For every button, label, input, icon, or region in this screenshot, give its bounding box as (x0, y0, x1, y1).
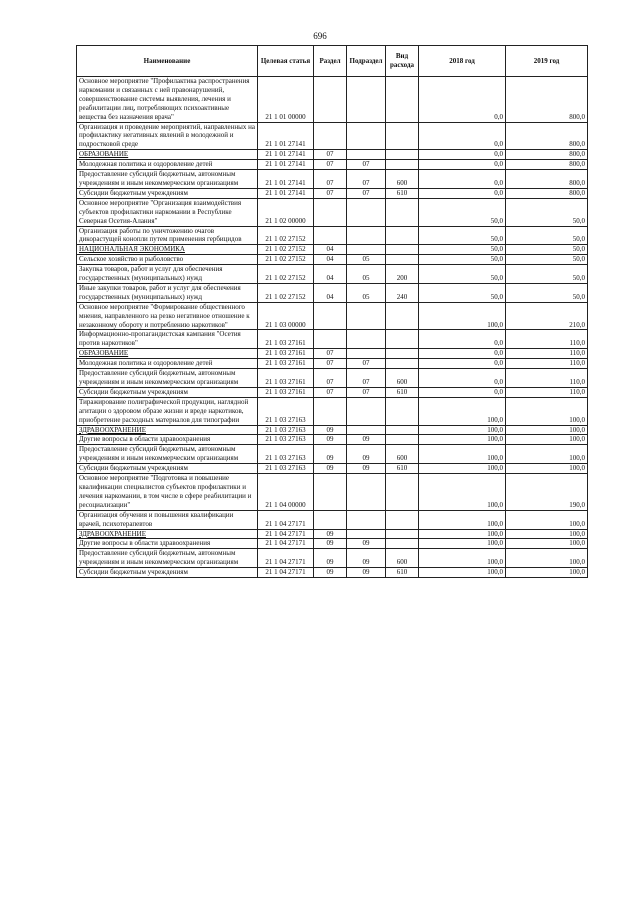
cell-section: 09 (314, 549, 347, 568)
table-row (77, 349, 588, 359)
table-row (77, 330, 588, 349)
cell-2019: 110,0 (506, 349, 588, 359)
table-row (77, 539, 588, 549)
cell-2018: 0,0 (419, 77, 506, 123)
cell-2018: 100,0 (419, 425, 506, 435)
budget-table (76, 45, 588, 578)
cell-2019: 50,0 (506, 255, 588, 265)
cell-expense-type: 610 (386, 464, 419, 474)
cell-section: 04 (314, 245, 347, 255)
cell-2019: 800,0 (506, 170, 588, 189)
cell-subsection (347, 122, 386, 150)
cell-expense-type (386, 539, 419, 549)
cell-expense-type (386, 255, 419, 265)
cell-subsection: 05 (347, 283, 386, 302)
cell-name: Тиражирование полиграфической продукции, наглядной агитации о здоровом образе жизни и вреде наркотиков, приобретение расходных материалов для типографии (77, 397, 258, 425)
cell-section: 07 (314, 349, 347, 359)
cell-name: Предоставление субсидий бюджетным, автономным учреждениям и иным некоммерческим организациям (77, 549, 258, 568)
cell-name: ЗДРАВООХРАНЕНИЕ (77, 425, 258, 435)
table-row (77, 474, 588, 511)
cell-expense-type (386, 425, 419, 435)
cell-2019: 100,0 (506, 445, 588, 464)
cell-2018: 0,0 (419, 122, 506, 150)
cell-expense-type (386, 302, 419, 330)
cell-section (314, 474, 347, 511)
cell-target: 21 1 01 27141 (258, 150, 314, 160)
cell-2019: 100,0 (506, 464, 588, 474)
table-row (77, 529, 588, 539)
cell-subsection (347, 150, 386, 160)
table-row (77, 510, 588, 529)
cell-expense-type: 600 (386, 549, 419, 568)
cell-2018: 0,0 (419, 188, 506, 198)
header-section: Раздел (314, 46, 347, 77)
cell-expense-type (386, 510, 419, 529)
table-row (77, 387, 588, 397)
cell-expense-type: 600 (386, 170, 419, 189)
cell-expense-type (386, 150, 419, 160)
cell-section: 09 (314, 464, 347, 474)
cell-expense-type (386, 198, 419, 226)
cell-target: 21 1 04 27171 (258, 529, 314, 539)
cell-expense-type (386, 245, 419, 255)
cell-2018: 0,0 (419, 359, 506, 369)
cell-target: 21 1 04 27171 (258, 510, 314, 529)
cell-expense-type (386, 359, 419, 369)
cell-2018: 100,0 (419, 510, 506, 529)
cell-2019: 190,0 (506, 474, 588, 511)
table-row (77, 359, 588, 369)
cell-expense-type: 610 (386, 188, 419, 198)
cell-expense-type (386, 397, 419, 425)
cell-2019: 100,0 (506, 397, 588, 425)
cell-target: 21 1 03 27161 (258, 387, 314, 397)
cell-expense-type (386, 474, 419, 511)
cell-subsection (347, 302, 386, 330)
table-row (77, 122, 588, 150)
cell-2018: 100,0 (419, 397, 506, 425)
cell-name: Другие вопросы в области здравоохранения (77, 539, 258, 549)
cell-target: 21 1 03 27163 (258, 435, 314, 445)
cell-2019: 110,0 (506, 330, 588, 349)
cell-2019: 50,0 (506, 198, 588, 226)
cell-name: Основное мероприятие "Профилактика распространения наркомании и связанных с ней правонарушений, совершенствование системы выявления, лечения и реабилитации лиц, потребляющих психоактивные вещества без назначения врача" (77, 77, 258, 123)
table-row (77, 435, 588, 445)
cell-name: Субсидии бюджетным учреждениям (77, 188, 258, 198)
table-row (77, 170, 588, 189)
cell-target: 21 1 02 27152 (258, 226, 314, 245)
cell-subsection: 07 (347, 188, 386, 198)
cell-2019: 100,0 (506, 435, 588, 445)
cell-name: Молодежная политика и оздоровление детей (77, 359, 258, 369)
cell-expense-type (386, 77, 419, 123)
cell-2018: 50,0 (419, 283, 506, 302)
cell-name: ОБРАЗОВАНИЕ (77, 150, 258, 160)
cell-expense-type (386, 330, 419, 349)
cell-2019: 110,0 (506, 387, 588, 397)
cell-name: Основное мероприятие "Организация взаимодействия субъектов профилактики наркомании в Республике Северная Осетия-Алания" (77, 198, 258, 226)
cell-name: ОБРАЗОВАНИЕ (77, 349, 258, 359)
header-expense-type: Вид расхода (386, 46, 419, 77)
cell-section (314, 77, 347, 123)
cell-target: 21 1 03 27163 (258, 425, 314, 435)
cell-2018: 50,0 (419, 226, 506, 245)
table-row (77, 255, 588, 265)
cell-2018: 0,0 (419, 150, 506, 160)
cell-target: 21 1 02 27152 (258, 265, 314, 284)
table-row (77, 283, 588, 302)
cell-2018: 0,0 (419, 170, 506, 189)
cell-target: 21 1 02 27152 (258, 255, 314, 265)
cell-name: Субсидии бюджетным учреждениям (77, 464, 258, 474)
cell-section: 07 (314, 188, 347, 198)
cell-target: 21 1 02 27152 (258, 245, 314, 255)
cell-section (314, 226, 347, 245)
table-row (77, 245, 588, 255)
cell-target: 21 1 03 27161 (258, 369, 314, 388)
cell-2018: 100,0 (419, 302, 506, 330)
cell-name: Молодежная политика и оздоровление детей (77, 160, 258, 170)
cell-2018: 100,0 (419, 529, 506, 539)
cell-subsection: 09 (347, 464, 386, 474)
cell-2018: 100,0 (419, 435, 506, 445)
table-row (77, 150, 588, 160)
cell-2018: 100,0 (419, 568, 506, 578)
cell-expense-type: 610 (386, 387, 419, 397)
cell-2018: 100,0 (419, 474, 506, 511)
cell-subsection: 05 (347, 255, 386, 265)
cell-name: Сельское хозяйство и рыболовство (77, 255, 258, 265)
cell-2018: 100,0 (419, 445, 506, 464)
cell-expense-type: 240 (386, 283, 419, 302)
table-row (77, 188, 588, 198)
cell-section: 07 (314, 369, 347, 388)
cell-subsection (347, 226, 386, 245)
cell-subsection: 07 (347, 359, 386, 369)
cell-name: Субсидии бюджетным учреждениям (77, 387, 258, 397)
cell-subsection (347, 397, 386, 425)
cell-section: 07 (314, 160, 347, 170)
cell-section: 09 (314, 425, 347, 435)
table-row (77, 568, 588, 578)
cell-2019: 110,0 (506, 359, 588, 369)
table-row (77, 445, 588, 464)
table-row (77, 198, 588, 226)
cell-subsection (347, 474, 386, 511)
cell-target: 21 1 01 27141 (258, 122, 314, 150)
cell-expense-type: 610 (386, 568, 419, 578)
cell-subsection (347, 529, 386, 539)
cell-subsection: 07 (347, 369, 386, 388)
cell-target: 21 1 03 27161 (258, 359, 314, 369)
table-row (77, 369, 588, 388)
cell-2019: 100,0 (506, 539, 588, 549)
table-row (77, 302, 588, 330)
cell-expense-type: 600 (386, 369, 419, 388)
cell-name: Субсидии бюджетным учреждениям (77, 568, 258, 578)
cell-2019: 100,0 (506, 568, 588, 578)
cell-section: 07 (314, 387, 347, 397)
cell-target: 21 1 04 27171 (258, 549, 314, 568)
cell-target: 21 1 03 27163 (258, 464, 314, 474)
cell-subsection: 09 (347, 549, 386, 568)
cell-section: 04 (314, 265, 347, 284)
cell-2019: 800,0 (506, 188, 588, 198)
cell-target: 21 1 01 27141 (258, 160, 314, 170)
table-row (77, 425, 588, 435)
cell-section (314, 330, 347, 349)
cell-name: Предоставление субсидий бюджетным, автономным учреждениям и иным некоммерческим организациям (77, 170, 258, 189)
cell-2018: 0,0 (419, 387, 506, 397)
header-2019: 2019 год (506, 46, 588, 77)
cell-subsection (347, 245, 386, 255)
cell-expense-type (386, 349, 419, 359)
cell-subsection (347, 198, 386, 226)
table-row (77, 160, 588, 170)
cell-subsection: 09 (347, 568, 386, 578)
table-row (77, 464, 588, 474)
cell-2019: 50,0 (506, 245, 588, 255)
cell-name: Другие вопросы в области здравоохранения (77, 435, 258, 445)
cell-expense-type (386, 122, 419, 150)
cell-subsection: 07 (347, 387, 386, 397)
cell-name: Основное мероприятие "Формирование общественного мнения, направленного на резко негативное отношение к незаконному обороту и потреблению наркотиков" (77, 302, 258, 330)
header-2018: 2018 год (419, 46, 506, 77)
cell-subsection (347, 425, 386, 435)
table-row (77, 549, 588, 568)
cell-target: 21 1 04 27171 (258, 539, 314, 549)
cell-name: Иные закупки товаров, работ и услуг для обеспечения государственных (муниципальных) нужд (77, 283, 258, 302)
cell-subsection (347, 330, 386, 349)
cell-section: 07 (314, 150, 347, 160)
cell-target: 21 1 02 27152 (258, 283, 314, 302)
cell-section: 04 (314, 283, 347, 302)
header-subsection: Подраздел (347, 46, 386, 77)
header-target: Целевая статья (258, 46, 314, 77)
cell-2019: 50,0 (506, 265, 588, 284)
cell-name: Предоставление субсидий бюджетным, автономным учреждениям и иным некоммерческим организациям (77, 445, 258, 464)
cell-target: 21 1 01 00000 (258, 77, 314, 123)
cell-target: 21 1 01 27141 (258, 170, 314, 189)
cell-2019: 100,0 (506, 510, 588, 529)
cell-section: 09 (314, 539, 347, 549)
cell-2018: 0,0 (419, 330, 506, 349)
cell-section: 09 (314, 568, 347, 578)
page-number: 696 (313, 31, 327, 41)
cell-target: 21 1 04 00000 (258, 474, 314, 511)
cell-expense-type (386, 226, 419, 245)
cell-section: 09 (314, 445, 347, 464)
cell-2018: 100,0 (419, 539, 506, 549)
cell-subsection: 09 (347, 445, 386, 464)
cell-expense-type (386, 160, 419, 170)
cell-subsection (347, 510, 386, 529)
cell-section (314, 122, 347, 150)
cell-2019: 800,0 (506, 77, 588, 123)
cell-2019: 800,0 (506, 160, 588, 170)
cell-2018: 0,0 (419, 160, 506, 170)
cell-section (314, 198, 347, 226)
table-row (77, 265, 588, 284)
cell-2019: 100,0 (506, 529, 588, 539)
cell-2018: 50,0 (419, 198, 506, 226)
cell-name: Организация и проведение мероприятий, направленных на профилактику негативных явлений в молодежной и подростковой среде (77, 122, 258, 150)
cell-subsection (347, 349, 386, 359)
cell-2019: 800,0 (506, 122, 588, 150)
cell-expense-type: 200 (386, 265, 419, 284)
cell-name: Основное мероприятие "Подготовка и повышение квалификации специалистов субъектов профилактики и лечения наркомании, в том числе в сфере реабилитации и ресоциализации" (77, 474, 258, 511)
cell-2018: 0,0 (419, 349, 506, 359)
cell-2019: 110,0 (506, 369, 588, 388)
cell-subsection (347, 77, 386, 123)
cell-name: Закупка товаров, работ и услуг для обеспечения государственных (муниципальных) нужд (77, 265, 258, 284)
cell-target: 21 1 02 00000 (258, 198, 314, 226)
cell-2018: 50,0 (419, 245, 506, 255)
cell-subsection: 05 (347, 265, 386, 284)
cell-name: ЗДРАВООХРАНЕНИЕ (77, 529, 258, 539)
cell-subsection: 07 (347, 160, 386, 170)
cell-2018: 100,0 (419, 464, 506, 474)
cell-2019: 100,0 (506, 425, 588, 435)
cell-section: 04 (314, 255, 347, 265)
cell-target: 21 1 04 27171 (258, 568, 314, 578)
table-header-row (77, 46, 588, 77)
cell-section: 07 (314, 359, 347, 369)
cell-section (314, 510, 347, 529)
cell-expense-type (386, 435, 419, 445)
cell-section (314, 397, 347, 425)
cell-name: НАЦИОНАЛЬНАЯ ЭКОНОМИКА (77, 245, 258, 255)
cell-name: Организация работы по уничтожению очагов дикорастущей конопли путем применения гербицидов (77, 226, 258, 245)
cell-section (314, 302, 347, 330)
cell-2018: 100,0 (419, 549, 506, 568)
cell-target: 21 1 03 00000 (258, 302, 314, 330)
cell-target: 21 1 01 27141 (258, 188, 314, 198)
cell-subsection: 09 (347, 435, 386, 445)
cell-expense-type (386, 529, 419, 539)
cell-2019: 50,0 (506, 226, 588, 245)
cell-2019: 100,0 (506, 549, 588, 568)
cell-name: Информационно-пропагандистская кампания "Осетия против наркотиков" (77, 330, 258, 349)
cell-section: 09 (314, 529, 347, 539)
table-row (77, 226, 588, 245)
cell-name: Организация обучения и повышения квалификации врачей, психотерапевтов (77, 510, 258, 529)
cell-2018: 0,0 (419, 369, 506, 388)
cell-target: 21 1 03 27161 (258, 349, 314, 359)
cell-2019: 210,0 (506, 302, 588, 330)
cell-target: 21 1 03 27161 (258, 330, 314, 349)
cell-2018: 50,0 (419, 265, 506, 284)
cell-section: 07 (314, 170, 347, 189)
cell-2018: 50,0 (419, 255, 506, 265)
cell-2019: 50,0 (506, 283, 588, 302)
table-row (77, 397, 588, 425)
cell-name: Предоставление субсидий бюджетным, автономным учреждениям и иным некоммерческим организациям (77, 369, 258, 388)
cell-subsection: 07 (347, 170, 386, 189)
table-row (77, 77, 588, 123)
cell-target: 21 1 03 27163 (258, 445, 314, 464)
cell-section: 09 (314, 435, 347, 445)
cell-expense-type: 600 (386, 445, 419, 464)
header-name: Наименование (77, 46, 258, 77)
cell-target: 21 1 03 27163 (258, 397, 314, 425)
cell-2019: 800,0 (506, 150, 588, 160)
cell-subsection: 09 (347, 539, 386, 549)
